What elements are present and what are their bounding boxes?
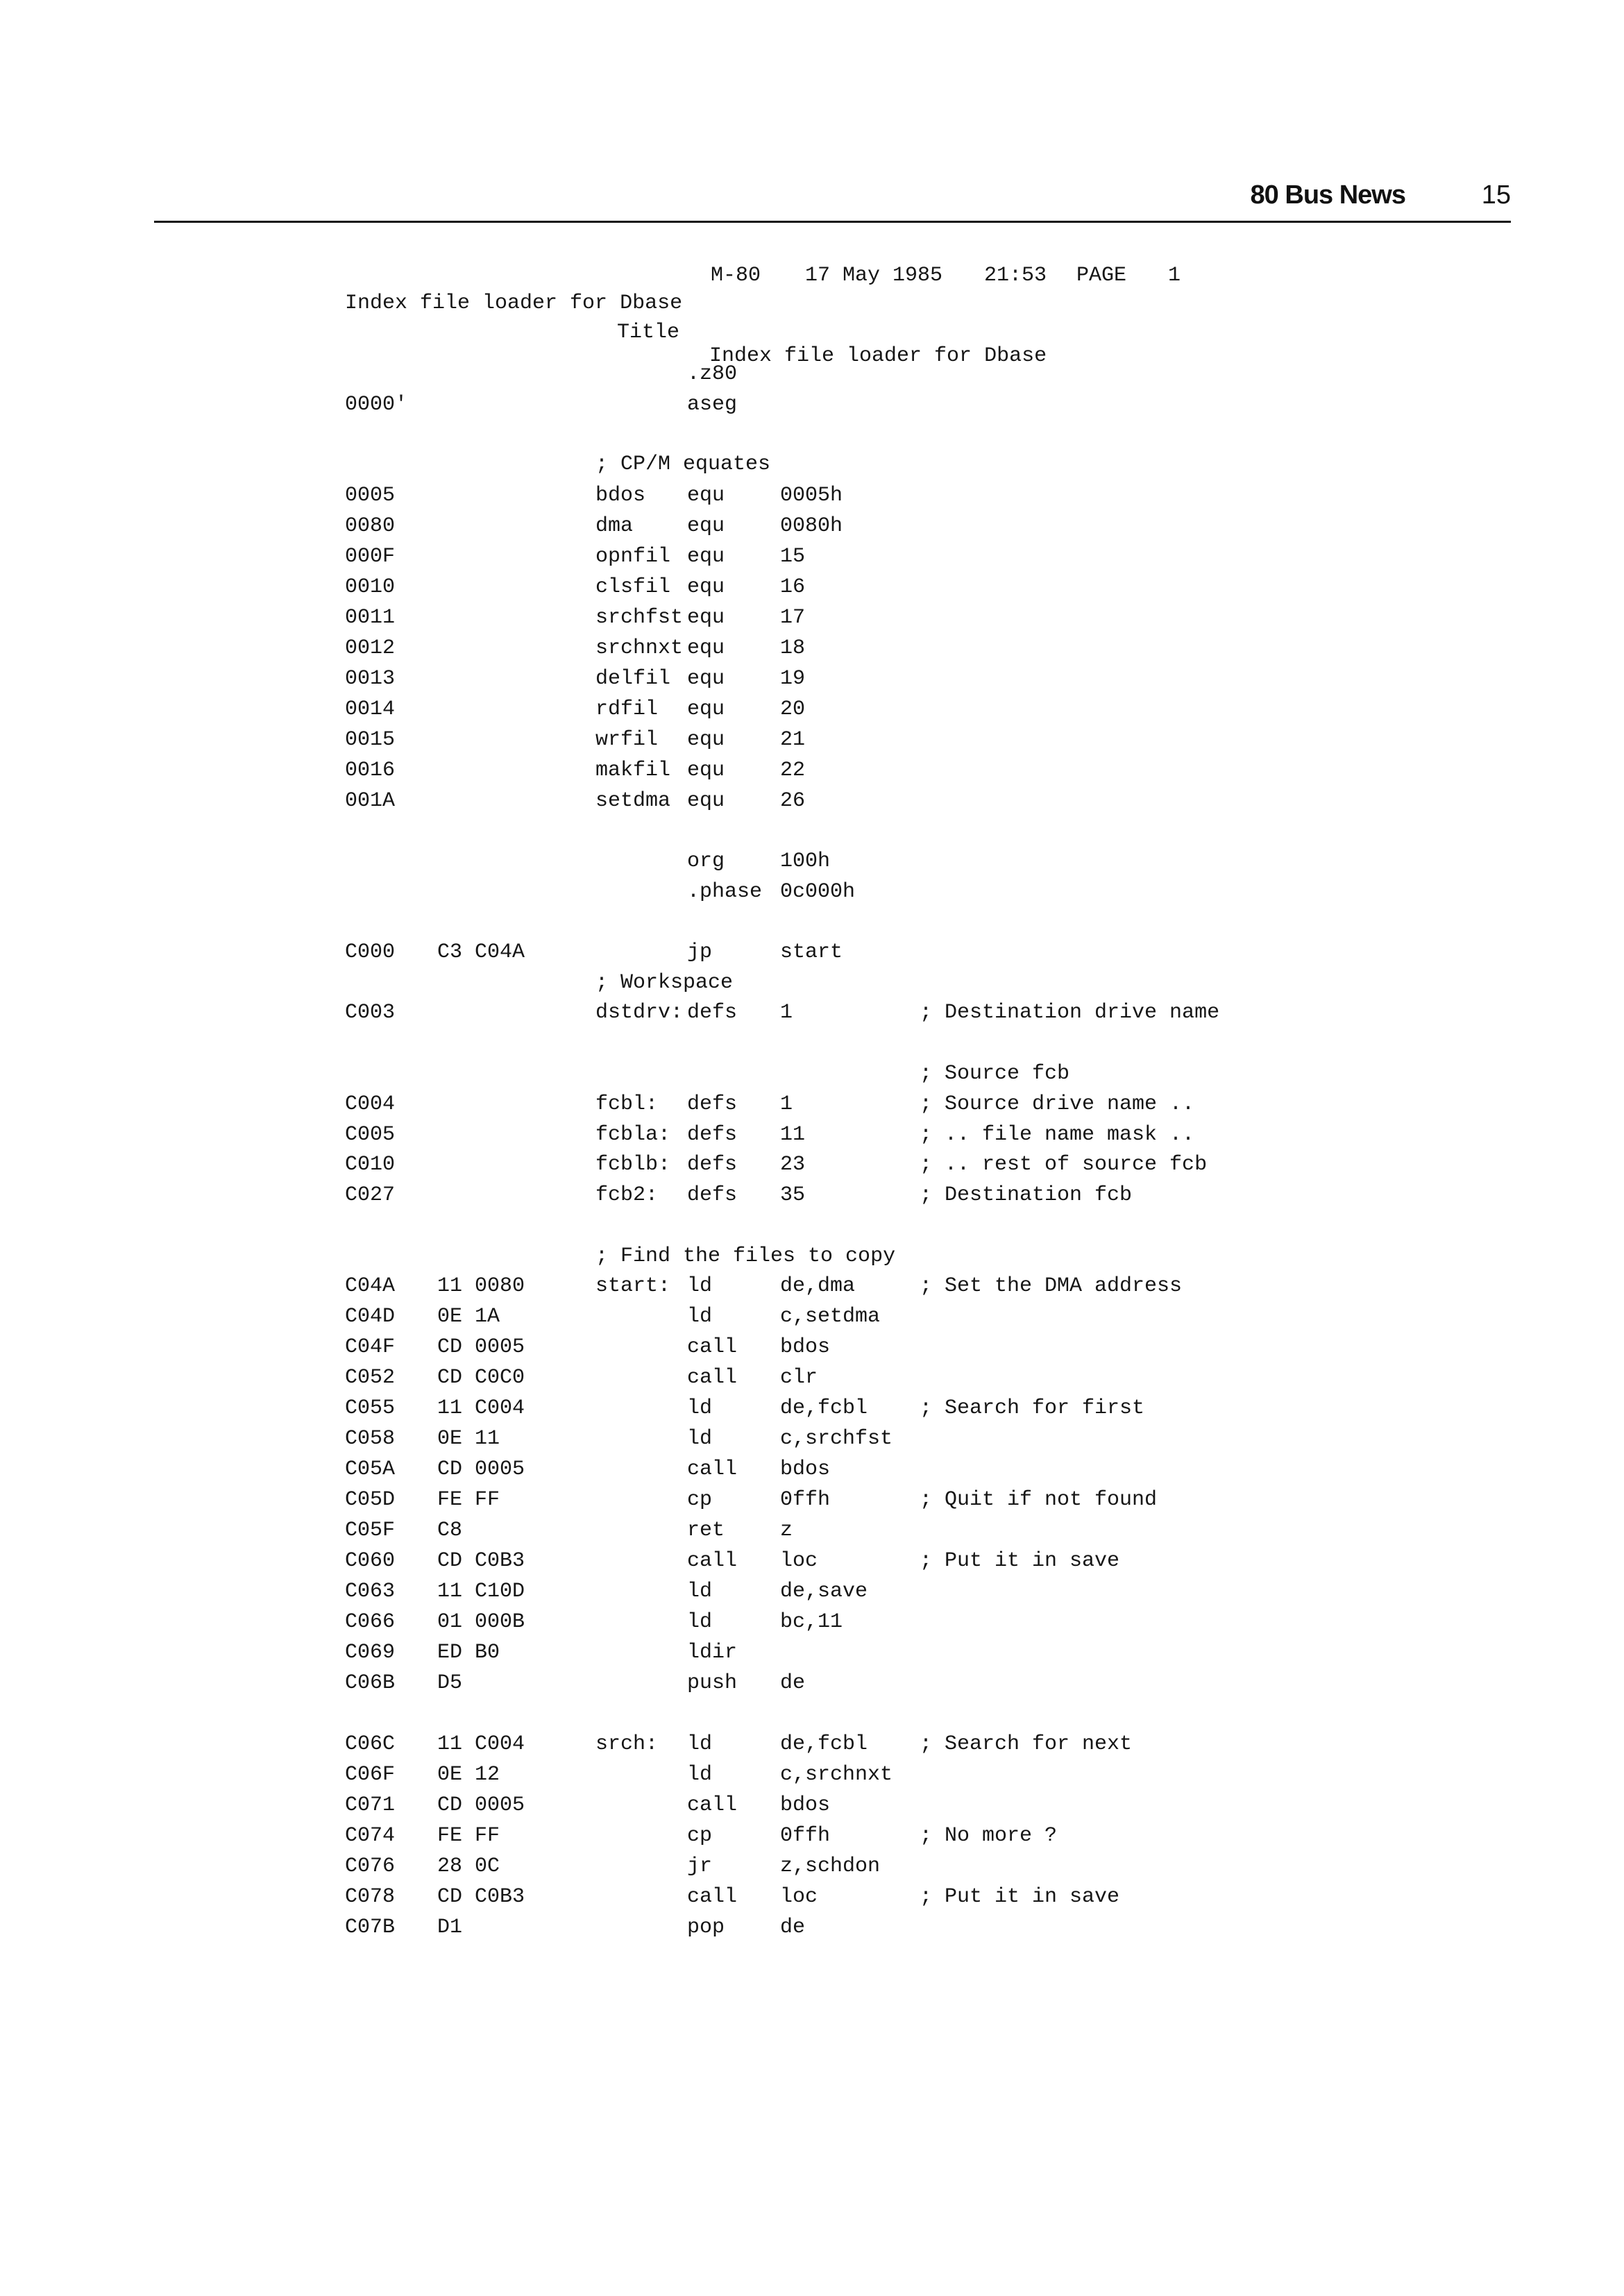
address: C063 <box>345 1580 396 1603</box>
label-field: ; Workspace <box>595 971 734 995</box>
operand: start <box>780 940 843 964</box>
opcode: call <box>687 1793 738 1817</box>
operand: 18 <box>780 636 806 660</box>
operand: loc <box>780 1549 818 1573</box>
address: 0011 <box>345 606 396 630</box>
object-code: D1 <box>437 1916 463 1939</box>
publication-title: 80 Bus News <box>1250 180 1405 210</box>
opcode: defs <box>687 1092 738 1116</box>
object-code: 0E 12 <box>437 1763 500 1787</box>
label-field: clsfil <box>595 575 671 599</box>
operand: 0005h <box>780 484 843 507</box>
operand: loc <box>780 1885 818 1909</box>
label-field: dma <box>595 514 634 538</box>
address: C05A <box>345 1458 396 1481</box>
label-field: fcb2: <box>595 1183 659 1207</box>
address: 0015 <box>345 728 396 752</box>
address: C04F <box>345 1335 396 1359</box>
address: C069 <box>345 1641 396 1664</box>
opcode: ld <box>687 1396 713 1420</box>
object-code: C8 <box>437 1519 463 1542</box>
object-code: CD C0B3 <box>437 1549 525 1573</box>
opcode: equ <box>687 514 725 538</box>
opcode: ldir <box>687 1641 738 1664</box>
opcode: equ <box>687 698 725 721</box>
header-rule <box>154 221 1511 223</box>
address: 0012 <box>345 636 396 660</box>
address: 0016 <box>345 759 396 782</box>
address: C04D <box>345 1305 396 1328</box>
operand: bdos <box>780 1458 831 1481</box>
listing-time: 21:53 <box>984 264 1047 287</box>
object-code: 0E 11 <box>437 1427 500 1451</box>
object-code: C3 C04A <box>437 940 525 964</box>
object-code: 28 0C <box>437 1855 500 1878</box>
operand: c,srchnxt <box>780 1763 893 1787</box>
opcode: .z80 <box>687 362 738 386</box>
listing-date: 17 May 1985 <box>805 264 943 287</box>
operand: 23 <box>780 1153 806 1176</box>
label-field: delfil <box>595 667 671 691</box>
opcode: aseg <box>687 393 738 416</box>
operand: de <box>780 1916 806 1939</box>
page-label: PAGE <box>1076 264 1127 287</box>
opcode: ret <box>687 1519 725 1542</box>
opcode: org <box>687 850 725 873</box>
address: C058 <box>345 1427 396 1451</box>
label-field: fcblb: <box>595 1153 671 1176</box>
operand: c,srchfst <box>780 1427 893 1451</box>
operand: 11 <box>780 1123 806 1147</box>
opcode: equ <box>687 575 725 599</box>
opcode: equ <box>687 789 725 813</box>
object-code: 0E 1A <box>437 1305 500 1328</box>
opcode: ld <box>687 1610 713 1634</box>
opcode: equ <box>687 728 725 752</box>
label-field: srchnxt <box>595 636 684 660</box>
label-field: fcbl: <box>595 1092 659 1116</box>
listing-page: 1 <box>1168 264 1181 287</box>
object-code: ED B0 <box>437 1641 500 1664</box>
label-field: bdos <box>595 484 646 507</box>
opcode: jp <box>687 940 713 964</box>
opcode: ld <box>687 1732 713 1756</box>
listing-header <box>345 264 1181 315</box>
address: C066 <box>345 1610 396 1634</box>
address: C003 <box>345 1001 396 1024</box>
opcode: defs <box>687 1001 738 1024</box>
operand: 0ffh <box>780 1824 831 1848</box>
label-field: opnfil <box>595 545 671 568</box>
address: C05D <box>345 1488 396 1512</box>
opcode: ld <box>687 1763 713 1787</box>
address: 000F <box>345 545 396 568</box>
label-field: ; Find the files to copy <box>595 1244 896 1268</box>
opcode: pop <box>687 1916 725 1939</box>
opcode: equ <box>687 606 725 630</box>
comment: ; Put it in save <box>920 1885 1120 1909</box>
opcode: call <box>687 1366 738 1390</box>
address: C04A <box>345 1274 396 1298</box>
label-field: setdma <box>595 789 671 813</box>
address: C071 <box>345 1793 396 1817</box>
listing-title: Index file loader for Dbase <box>345 292 683 315</box>
comment: ; Quit if not found <box>920 1488 1158 1512</box>
comment: ; No more ? <box>920 1824 1058 1848</box>
comment: ; Set the DMA address <box>920 1274 1183 1298</box>
comment: ; Destination fcb <box>920 1183 1133 1207</box>
operand: 35 <box>780 1183 806 1207</box>
operand: 15 <box>780 545 806 568</box>
object-code: 11 C004 <box>437 1732 525 1756</box>
address: 0013 <box>345 667 396 691</box>
operand: 22 <box>780 759 806 782</box>
address: C078 <box>345 1885 396 1909</box>
opcode: cp <box>687 1488 713 1512</box>
page-header <box>154 175 1511 225</box>
subtitle-label: Title <box>617 321 680 344</box>
opcode: ld <box>687 1580 713 1603</box>
opcode: call <box>687 1458 738 1481</box>
address: C000 <box>345 940 396 964</box>
opcode: equ <box>687 636 725 660</box>
opcode: cp <box>687 1824 713 1848</box>
address: C07B <box>345 1916 396 1939</box>
opcode: equ <box>687 484 725 507</box>
comment: ; Source drive name .. <box>920 1092 1195 1116</box>
object-code: FE FF <box>437 1488 500 1512</box>
address: C004 <box>345 1092 396 1116</box>
operand: de <box>780 1671 806 1695</box>
operand: 19 <box>780 667 806 691</box>
page-number: 15 <box>1481 180 1511 210</box>
comment: ; Search for next <box>920 1732 1133 1756</box>
label-field: makfil <box>595 759 671 782</box>
operand: 16 <box>780 575 806 599</box>
opcode: equ <box>687 545 725 568</box>
operand: 20 <box>780 698 806 721</box>
operand: z <box>780 1519 793 1542</box>
opcode: defs <box>687 1183 738 1207</box>
address: 0005 <box>345 484 396 507</box>
address: C076 <box>345 1855 396 1878</box>
comment: ; .. file name mask .. <box>920 1123 1195 1147</box>
address: C010 <box>345 1153 396 1176</box>
address: 0080 <box>345 514 396 538</box>
address: 0000' <box>345 393 408 416</box>
opcode: defs <box>687 1123 738 1147</box>
label-field: srch: <box>595 1732 659 1756</box>
object-code: CD C0B3 <box>437 1885 525 1909</box>
operand: de,fcbl <box>780 1732 868 1756</box>
object-code: CD 0005 <box>437 1458 525 1481</box>
object-code: 01 000B <box>437 1610 525 1634</box>
comment: ; .. rest of source fcb <box>920 1153 1208 1176</box>
label-field: wrfil <box>595 728 659 752</box>
opcode: call <box>687 1885 738 1909</box>
label-field: ; CP/M equates <box>595 453 771 476</box>
object-code: CD C0C0 <box>437 1366 525 1390</box>
opcode: push <box>687 1671 738 1695</box>
object-code: D5 <box>437 1671 463 1695</box>
address: C060 <box>345 1549 396 1573</box>
operand: c,setdma <box>780 1305 881 1328</box>
address: C027 <box>345 1183 396 1207</box>
label-field: dstdrv: <box>595 1001 684 1024</box>
address: C06B <box>345 1671 396 1695</box>
operand: 0080h <box>780 514 843 538</box>
opcode: call <box>687 1549 738 1573</box>
object-code: 11 C10D <box>437 1580 525 1603</box>
opcode: .phase <box>687 880 763 904</box>
operand: 0c000h <box>780 880 856 904</box>
address: 001A <box>345 789 396 813</box>
operand: 1 <box>780 1001 793 1024</box>
opcode: equ <box>687 759 725 782</box>
operand: 100h <box>780 850 831 873</box>
address: C052 <box>345 1366 396 1390</box>
operand: z,schdon <box>780 1855 881 1878</box>
opcode: equ <box>687 667 725 691</box>
operand: 21 <box>780 728 806 752</box>
address: 0014 <box>345 698 396 721</box>
object-code: 11 0080 <box>437 1274 525 1298</box>
operand: 26 <box>780 789 806 813</box>
object-code: 11 C004 <box>437 1396 525 1420</box>
object-code: CD 0005 <box>437 1335 525 1359</box>
opcode: defs <box>687 1153 738 1176</box>
subtitle-text: Index file loader for Dbase <box>709 344 1047 368</box>
address: C074 <box>345 1824 396 1848</box>
address: C005 <box>345 1123 396 1147</box>
operand: 0ffh <box>780 1488 831 1512</box>
listing-subtitle <box>617 297 1047 368</box>
address: C055 <box>345 1396 396 1420</box>
operand: 1 <box>780 1092 793 1116</box>
address: C06C <box>345 1732 396 1756</box>
assembler-name: M-80 <box>711 264 761 287</box>
object-code: CD 0005 <box>437 1793 525 1817</box>
operand: bc,11 <box>780 1610 843 1634</box>
address: C05F <box>345 1519 396 1542</box>
comment: ; Source fcb <box>920 1062 1070 1086</box>
address: C06F <box>345 1763 396 1787</box>
operand: 17 <box>780 606 806 630</box>
comment: ; Destination drive name <box>920 1001 1220 1024</box>
opcode: jr <box>687 1855 713 1878</box>
operand: clr <box>780 1366 818 1390</box>
comment: ; Search for first <box>920 1396 1145 1420</box>
operand: bdos <box>780 1793 831 1817</box>
operand: bdos <box>780 1335 831 1359</box>
opcode: ld <box>687 1427 713 1451</box>
opcode: ld <box>687 1274 713 1298</box>
address: 0010 <box>345 575 396 599</box>
label-field: srchfst <box>595 606 684 630</box>
label-field: start: <box>595 1274 671 1298</box>
opcode: call <box>687 1335 738 1359</box>
object-code: FE FF <box>437 1824 500 1848</box>
opcode: ld <box>687 1305 713 1328</box>
operand: de,save <box>780 1580 868 1603</box>
operand: de,fcbl <box>780 1396 868 1420</box>
operand: de,dma <box>780 1274 856 1298</box>
label-field: rdfil <box>595 698 659 721</box>
label-field: fcbla: <box>595 1123 671 1147</box>
comment: ; Put it in save <box>920 1549 1120 1573</box>
